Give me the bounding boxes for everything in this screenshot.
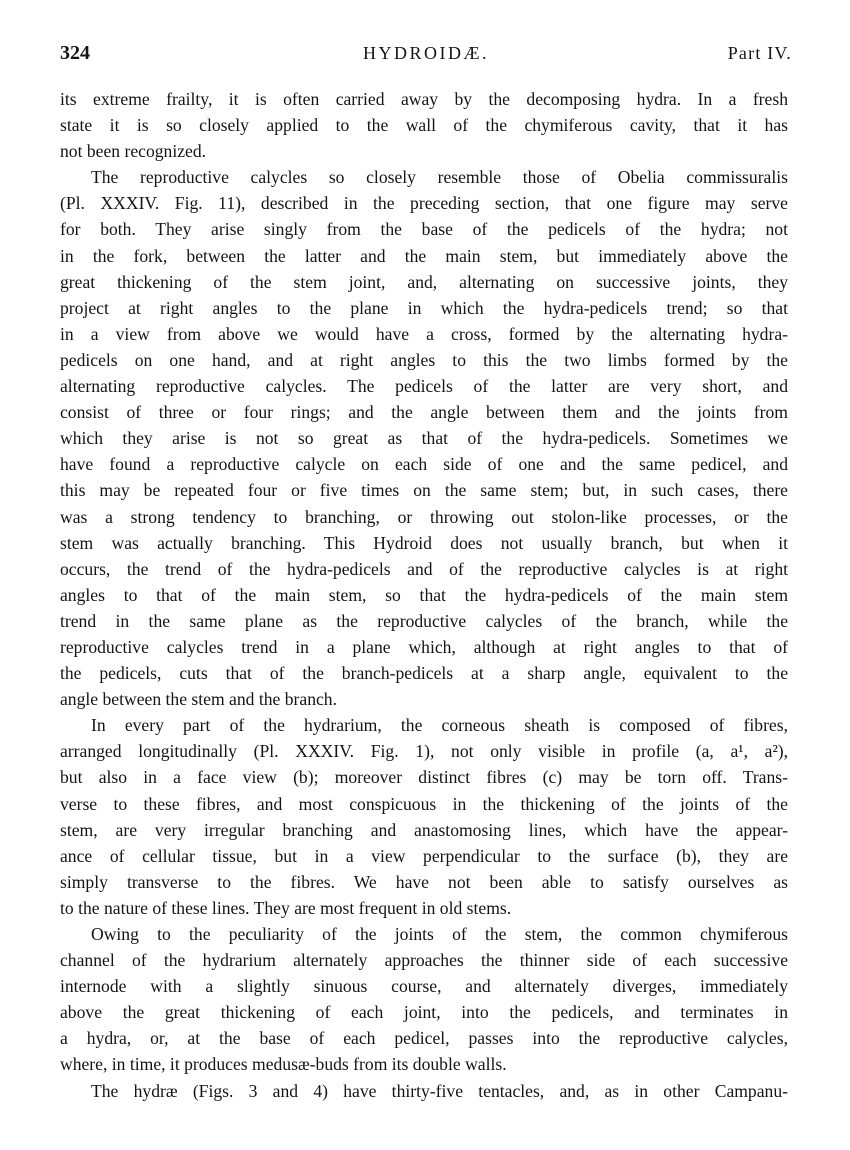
text-line: alternating reproductive calycles. The pedicels of the latter are very short, and [60, 376, 788, 397]
text-line: angle between the stem and the branch. [60, 689, 337, 710]
running-head [60, 42, 792, 72]
text-line: (Pl. XXXIV. Fig. 11), described in the preceding section, that one figure may serve [60, 193, 788, 214]
text-line: consist of three or four rings; and the angle between them and the joints from [60, 402, 788, 423]
text-line: channel of the hydrarium alternately approaches the thinner side of each successive [60, 950, 788, 971]
text-line: the pedicels, cuts that of the branch-pedicels at a sharp angle, equivalent to the [60, 663, 788, 684]
text-line: to the nature of these lines. They are most frequent in old stems. [60, 897, 512, 918]
text-line: The hydræ (Figs. 3 and 4) have thirty-five tentacles, and, as in other Campanu- [91, 1080, 788, 1101]
text-line: have found a reproductive calycle on each side of one and the same pedicel, and [60, 454, 788, 475]
running-title: HYDROIDÆ. [363, 43, 489, 63]
text-line: state it is so closely applied to the wall of the chymiferous cavity, that it has [60, 115, 788, 136]
text-line: great thickening of the stem joint, and, alternating on successive joints, they [60, 271, 788, 292]
text-line: for both. They arise singly from the base of the pedicels of the hydra; not [60, 219, 788, 240]
text-line: Owing to the peculiarity of the joints of the stem, the common chymiferous [91, 924, 788, 944]
text-line: its extreme frailty, it is often carried away by the decomposing hydra. In a fresh [60, 89, 788, 109]
text-line: where, in time, it produces medusæ-buds from its double walls. [60, 1054, 507, 1075]
text-line: in the fork, between the latter and the main stem, but immediately above the [60, 245, 788, 266]
text-line: pedicels on one hand, and at right angles to this the two limbs formed by the [60, 349, 788, 370]
text-line: in a view from above we would have a cross, formed by the alternating hydra- [60, 323, 788, 344]
text-line: verse to these fibres, and most conspicuous in the thickening of the joints of the [60, 793, 788, 814]
text-line: trend in the same plane as the reproductive calycles of the branch, while the [60, 610, 788, 631]
body-text [60, 86, 788, 1104]
text-line: stem was actually branching. This Hydroid does not usually branch, but when it [60, 532, 788, 553]
page-number: 324 [60, 42, 90, 64]
text-line: occurs, the trend of the hydra-pedicels and of the reproductive calycles is at right [60, 558, 788, 579]
text-line: simply transverse to the fibres. We have not been able to satisfy ourselves as [60, 871, 788, 892]
text-line: In every part of the hydrarium, the corneous sheath is composed of fibres, [91, 715, 788, 736]
text-line: arranged longitudinally (Pl. XXXIV. Fig. 1), not only visible in profile (a, a¹, a²), [60, 741, 788, 762]
text-line: angles to that of the main stem, so that the hydra-pedicels of the main stem [60, 584, 788, 605]
text-line: ance of cellular tissue, but in a view perpendicular to the surface (b), they are [60, 845, 788, 866]
text-line: was a strong tendency to branching, or throwing out stolon-like processes, or the [60, 506, 788, 527]
text-line: this may be repeated four or five times on the same stem; but, in such cases, there [60, 480, 788, 501]
text-line: stem, are very irregular branching and anastomosing lines, which have the appear- [60, 819, 788, 840]
text-line: project at right angles to the plane in which the hydra-pedicels trend; so that [60, 297, 788, 318]
text-line: internode with a slightly sinuous course, and alternately diverges, immediately [60, 976, 788, 997]
text-line: a hydra, or, at the base of each pedicel, passes into the reproductive calycles, [60, 1028, 788, 1049]
text-line: which they arise is not so great as that of the hydra-pedicels. Sometimes we [60, 428, 788, 449]
text-line: but also in a face view (b); moreover distinct fibres (c) may be torn off. Trans- [60, 767, 788, 788]
text-line: above the great thickening of each joint, into the pedicels, and terminates in [60, 1002, 788, 1023]
text-line: The reproductive calycles so closely resemble those of Obelia commissuralis [91, 167, 788, 188]
part-label: Part IV. [727, 43, 792, 63]
text-line: reproductive calycles trend in a plane which, although at right angles to that of [60, 636, 788, 657]
text-line: not been recognized. [60, 141, 207, 162]
